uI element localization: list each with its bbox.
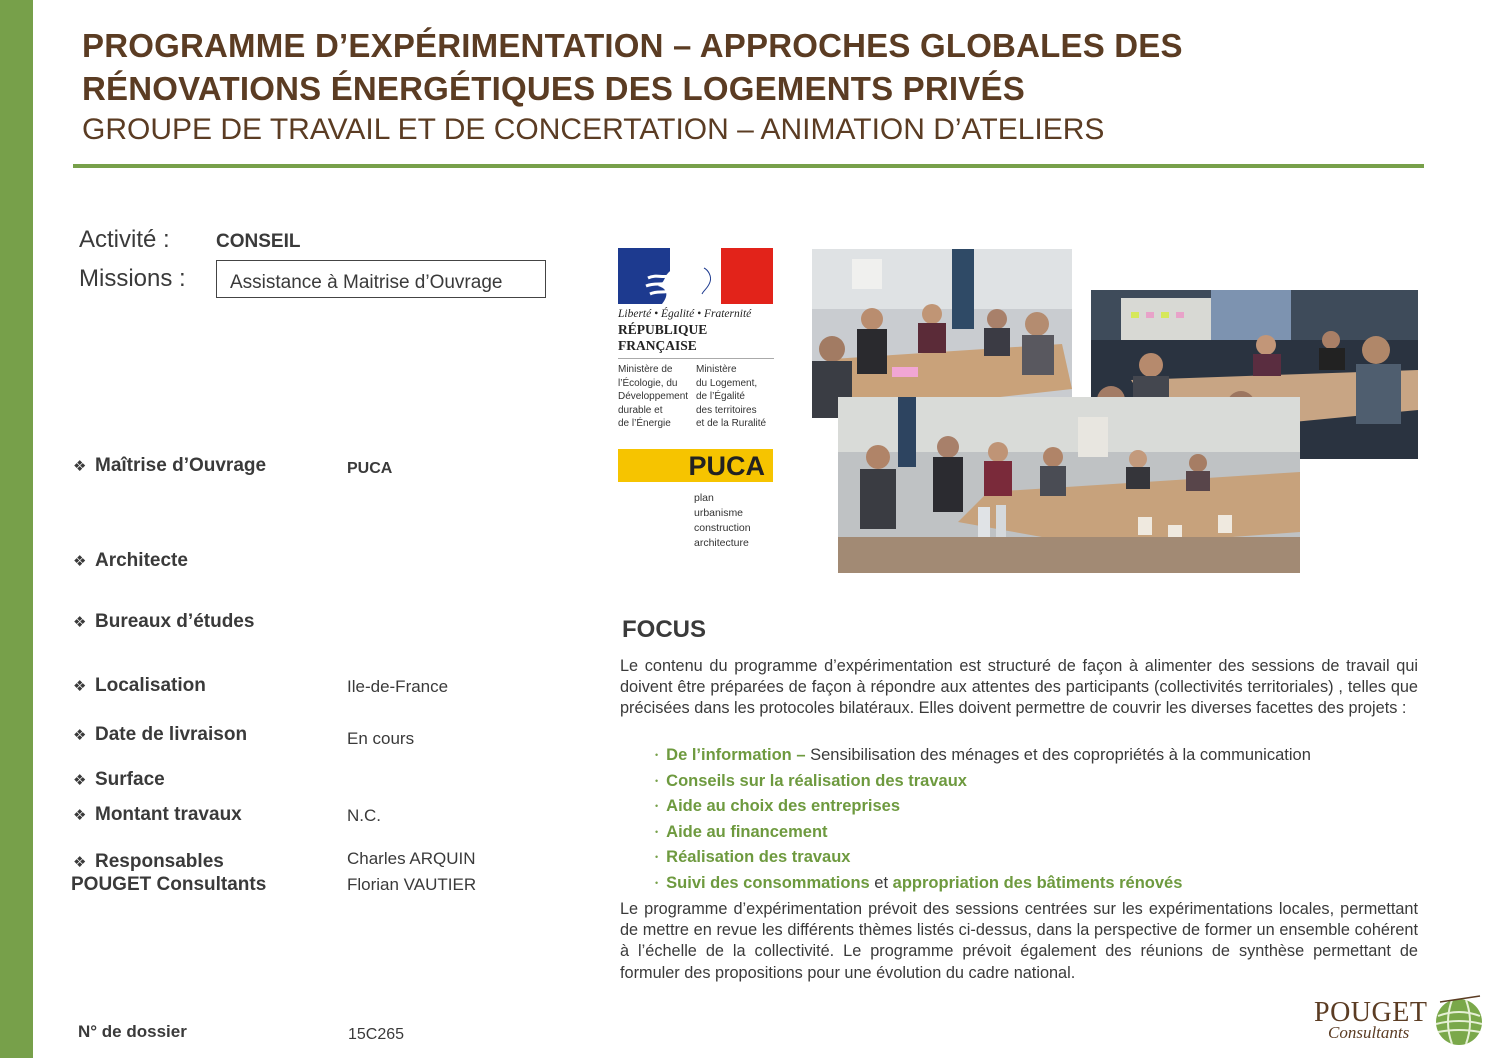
missions-value-box: Assistance à Maitrise d’Ouvrage (216, 260, 546, 298)
bullet-icon: • (655, 775, 659, 786)
puca-name: PUCA (688, 451, 765, 481)
focus-title: FOCUS (622, 616, 706, 643)
field-date-value: En cours (347, 729, 415, 748)
diamond-bullet-icon: ❖ (73, 854, 87, 871)
diamond-bullet-icon: ❖ (73, 772, 87, 789)
field-montant-label: Montant travaux (95, 804, 242, 825)
field-montant (73, 804, 242, 826)
brand-name: POUGET (1314, 997, 1428, 1028)
bullet-icon: • (655, 801, 659, 812)
marianne-flag-icon (618, 248, 773, 304)
missions-label: Missions : (79, 265, 186, 292)
field-bureaux-label: Bureaux d’études (95, 611, 255, 632)
field-responsable-2: Florian VAUTIER (347, 875, 477, 894)
ministry-ecologie: Ministère de l’Écologie, du Développement durable et de l’Énergie (618, 364, 689, 429)
title-divider (73, 164, 1424, 168)
field-localisation-value: Ile-de-France (347, 677, 449, 696)
diamond-bullet-icon: ❖ (73, 807, 87, 824)
ministry-logement: Ministère du Logement, de l’Égalité des territoires et de la Ruralité (696, 364, 767, 429)
republique-francaise-logo (618, 248, 774, 431)
diamond-bullet-icon: ❖ (73, 614, 87, 631)
globe-icon (1430, 992, 1488, 1048)
field-localisation (73, 675, 206, 697)
diamond-bullet-icon: ❖ (73, 727, 87, 744)
page-title (82, 24, 1402, 150)
list-item: • Aide au choix des entreprises (655, 797, 900, 816)
field-maitrise (73, 455, 266, 477)
field-surface (73, 769, 165, 791)
title-line-1: PROGRAMME D’EXPÉRIMENTATION – APPROCHES GLOBALES DES (82, 27, 1183, 64)
field-maitrise-label: Maîtrise d’Ouvrage (95, 455, 267, 476)
list-item: • Suivi des consommations et appropriation des bâtiments rénovés (655, 874, 1183, 893)
brand-sub: Consultants (1328, 1023, 1410, 1042)
bullet-icon: • (655, 750, 659, 760)
field-maitrise-value: PUCA (347, 460, 393, 477)
list-item: • Réalisation des travaux (655, 848, 851, 867)
diamond-bullet-icon: ❖ (73, 553, 87, 570)
left-accent-bar (0, 0, 33, 1058)
focus-intro: Le contenu du programme d’expérimentation est structuré de façon à alimenter des sessions de travail qui doivent être préparées de façon à répondre aux attentes des participants (collectivités territoriales) , telles que précisées dans les protocoles bilatéraux. Elles doivent permettre de couvrir les diverses facettes des projets : (620, 657, 1418, 718)
rf-ministries (618, 363, 774, 431)
rf-name: RÉPUBLIQUE FRANÇAISE (618, 322, 774, 359)
focus-list (655, 743, 1311, 897)
puca-logo (618, 449, 774, 551)
field-responsables-label-2: POUGET Consultants (71, 874, 267, 895)
list-item: • De l’information – Sensibilisation des ménages et des copropriétés à la communication (655, 746, 1311, 765)
field-responsables-label: Responsables (95, 851, 224, 872)
field-bureaux (73, 611, 254, 633)
list-item: • Conseils sur la réalisation des travaux (655, 771, 967, 790)
list-item: • Aide au financement (655, 822, 828, 841)
focus-outro: Le programme d’expérimentation prévoit des sessions centrées sur les expérimentations locales, permettant de mettre en revue les différents thèmes listés ci-dessus, dans la perspective de former un ensemble cohérent à l’échelle de la collectivité. Le programme prévoit également des réunions de synthèse permettant de formuler des propositions pour une évolution du cadre national. (620, 900, 1418, 982)
workshop-photo-3 (838, 397, 1300, 573)
bullet-icon: • (655, 826, 659, 837)
field-montant-value: N.C. (347, 806, 381, 825)
title-line-2: RÉNOVATIONS ÉNERGÉTIQUES DES LOGEMENTS PRIVÉS (82, 70, 1025, 107)
puca-bar (618, 449, 773, 482)
field-localisation-label: Localisation (95, 675, 206, 696)
rf-motto: Liberté • Égalité • Fraternité (618, 308, 752, 320)
pouget-consultants-logo (1310, 990, 1490, 1050)
diamond-bullet-icon: ❖ (73, 458, 87, 475)
field-date (73, 724, 247, 746)
puca-words: plan urbanisme construction architecture (694, 492, 751, 549)
field-architecte (73, 550, 188, 572)
field-responsable-1: Charles ARQUIN (347, 849, 476, 868)
field-surface-label: Surface (95, 769, 165, 790)
activity-value: CONSEIL (216, 231, 301, 252)
activity-label: Activité : (79, 226, 170, 253)
diamond-bullet-icon: ❖ (73, 678, 87, 695)
field-date-label: Date de livraison (95, 724, 248, 745)
dossier-value: 15C265 (348, 1026, 405, 1043)
bullet-icon: • (655, 852, 659, 863)
workshop-photo-1 (812, 249, 1072, 418)
bullet-icon: • (655, 877, 659, 888)
subtitle: GROUPE DE TRAVAIL ET DE CONCERTATION – ANIMATION D’ATELIERS (82, 113, 1105, 146)
field-architecte-label: Architecte (95, 550, 188, 571)
field-responsables (73, 851, 224, 873)
dossier-label: N° de dossier (78, 1022, 187, 1041)
